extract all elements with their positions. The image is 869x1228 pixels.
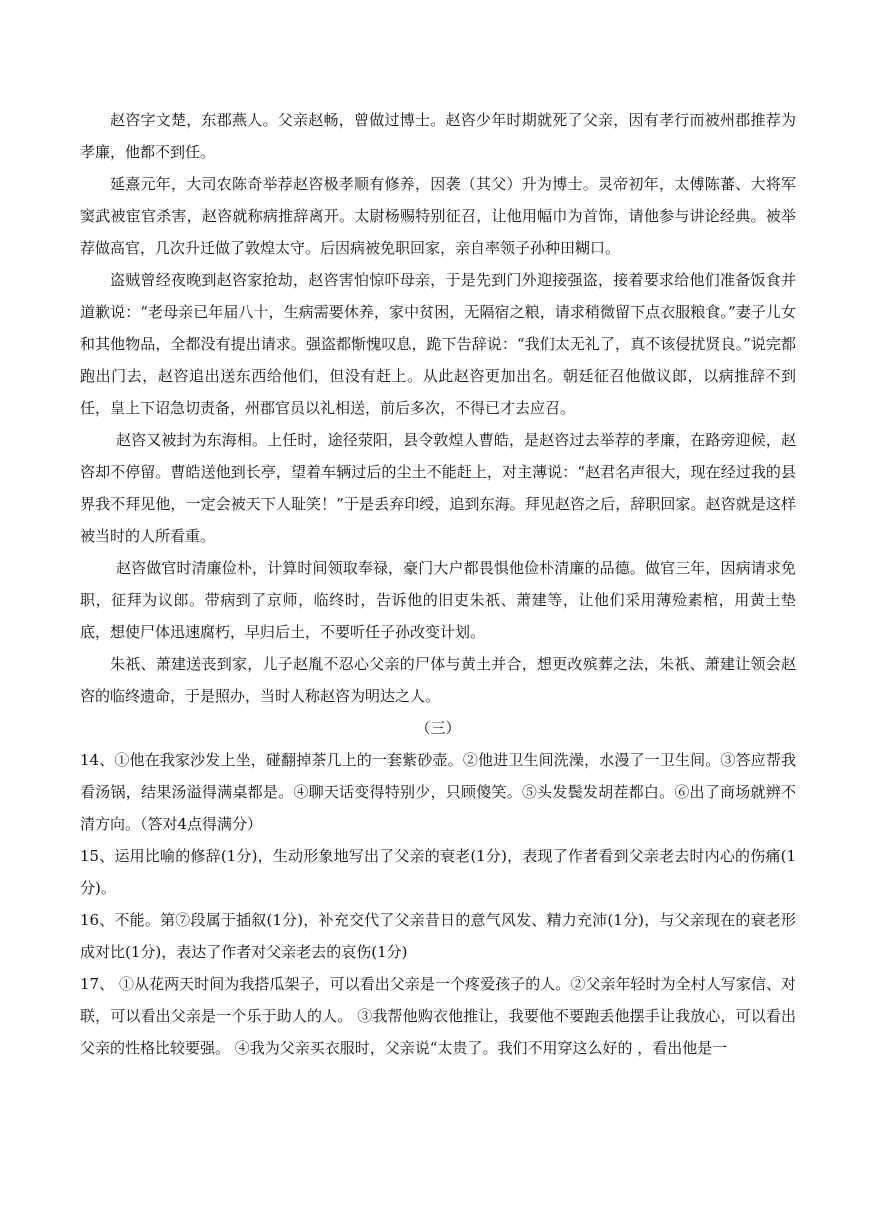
answer-16: 16、不能。第⑦段属于插叙(1分)，补充交代了父亲昔日的意气风发、精力充沛(1分)，与父亲现在的衰老形成对比(1分)，表达了作者对父亲老去的哀伤(1分) (80, 911, 796, 961)
translation-paragraph-2: 延熹元年，大司农陈奇举荐赵咨极孝顺有修养，因袭（其父）升为博士。灵帝初年，太傅陈蕃、大将军窦武被宦官杀害，赵咨就称病推辞离开。太尉杨赐特别征召，让他用幅巾为首饰，请他参与讲论经典。被举荐做高官，几次升迁做了敦煌太守。后因病被免职回家，亲自率领子孙种田糊口。 (80, 175, 796, 257)
document-page (80, 104, 796, 1064)
answer-14: 14、①他在我家沙发上坐，碰翻掉茶几上的一套紫砂壶。②他进卫生间洗澡，水漫了一卫生间。③答应帮我看汤锅，结果汤溢得满桌都是。④聊天话变得特别少，只顾傻笑。⑤头发鬓发胡茬都白。⑥出了商场就辨不清方向。（答对4点得满分） (80, 751, 796, 833)
translation-paragraph-1: 赵咨字文楚，东郡燕人。父亲赵畅，曾做过博士。赵咨少年时期就死了父亲，因有孝行而被州郡推荐为孝廉，他都不到任。 (80, 111, 796, 161)
translation-paragraph-4: 赵咨又被封为东海相。上任时，途径荥阳，县令敦煌人曹皓，是赵咨过去举荐的孝廉，在路旁迎候，赵咨却不停留。曹皓送他到长亭，望着车辆过后的尘土不能赶上，对主薄说：“赵君名声很大，现在经过我的县界我不拜见他，一定会被天下人耻笑！”于是丢弃印绶，追到东海。拜见赵咨之后，辞职回家。赵咨就是这样被当时的人所看重。 (80, 431, 796, 545)
translation-paragraph-3: 盗贼曾经夜晚到赵咨家抢劫，赵咨害怕惊吓母亲，于是先到门外迎接强盗，接着要求给他们准备饭食并道歉说：“老母亲已年届八十，生病需要休养，家中贫困，无隔宿之粮，请求稍微留下点衣服粮食。”妻子儿女和其他物品，全都没有提出请求。强盗都惭愧叹息，跪下告辞说：“我们太无礼了，真不该侵扰贤良。”说完都跑出门去，赵咨追出送东西给他们，但没有赶上。从此赵咨更加出名。朝廷征召他做议郎，以病推辞不到任，皇上下诏急切责备，州郡官员以礼相送，前后多次，不得已才去应召。 (80, 271, 796, 417)
answer-17: 17、 ①从花两天时间为我搭瓜架子，可以看出父亲是一个疼爱孩子的人。②父亲年轻时为全村人写家信、对联，可以看出父亲是一个乐于助人的人。 ③我帮他购衣他推让，我要他不要跑丢他摆手让我放心，可以看出父亲的性格比较要强。 ④我为父亲买衣服时，父亲说“太贵了。我们不用穿这么好的 ，看出他是一 (80, 975, 796, 1057)
section-heading: （三） (415, 719, 461, 737)
translation-paragraph-6: 朱祇、萧建送丧到家，儿子赵胤不忍心父亲的尸体与黄土并合，想更改殡葬之法，朱祇、萧建让领会赵咨的临终遗命，于是照办，当时人称赵咨为明达之人。 (80, 655, 796, 705)
answer-15: 15、运用比喻的修辞(1分)，生动形象地写出了父亲的衰老(1分)，表现了作者看到父亲老去时内心的伤痛(1分)。 (80, 847, 796, 897)
translation-paragraph-5: 赵咨做官时清廉俭朴，计算时间领取奉禄，豪门大户都畏惧他俭朴清廉的品德。做官三年，因病请求免职，征拜为议郎。带病到了京师，临终时，告诉他的旧吏朱祇、萧建等，让他们采用薄殓素棺，用黄土垫底，想使尸体迅速腐朽，早归后土，不要听任子孙改变计划。 (80, 559, 796, 641)
